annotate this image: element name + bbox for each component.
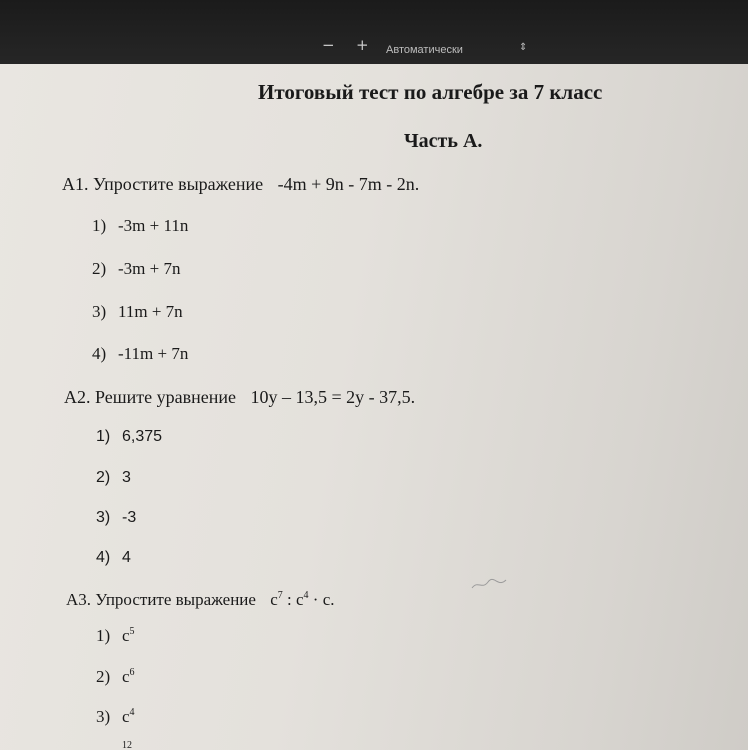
- expr-base: : c: [282, 590, 304, 609]
- option-exponent: 12: [122, 740, 132, 750]
- zoom-in-button[interactable]: [356, 36, 369, 54]
- option-exponent: 4: [129, 707, 135, 718]
- option-text: -3m + 11n: [118, 216, 189, 235]
- option-number: 3): [92, 302, 107, 321]
- answer-option: [96, 740, 132, 750]
- answer-option: [96, 707, 135, 727]
- option-exponent: 6: [129, 667, 135, 678]
- option-number: 2): [92, 259, 107, 278]
- answer-option: [96, 428, 162, 446]
- zoom-select[interactable]: Автоматически: [386, 44, 463, 56]
- expr-exponent: 4: [303, 590, 309, 601]
- question-expression: [270, 590, 334, 609]
- expr-base: c: [270, 590, 278, 609]
- option-text: -3m + 7n: [118, 259, 181, 278]
- answer-option: [92, 259, 180, 279]
- option-number: 1): [96, 428, 111, 445]
- option-text: -11m + 7n: [118, 344, 189, 363]
- minus-icon: −: [322, 36, 335, 54]
- option-number: 2): [96, 469, 111, 486]
- option-number: 4): [92, 344, 107, 363]
- answer-option: [92, 302, 183, 322]
- pencil-smudge-mark: [470, 574, 510, 594]
- answer-option: [96, 509, 136, 527]
- question-a2: [64, 387, 415, 408]
- pdf-toolbar: [0, 0, 748, 64]
- option-number: 1): [92, 216, 107, 235]
- zoom-out-button[interactable]: [322, 36, 335, 54]
- answer-option: [96, 667, 135, 687]
- option-text: 4: [122, 549, 131, 566]
- option-text: 3: [122, 469, 131, 486]
- answer-option: [92, 344, 188, 364]
- page-title: Итоговый тест по алгебре за 7 класс: [258, 80, 603, 104]
- option-text: 11m + 7n: [118, 302, 183, 321]
- answer-option: [96, 549, 131, 567]
- question-a3: [66, 590, 335, 610]
- question-expression: -4m + 9n - 7m - 2n.: [277, 174, 420, 194]
- answer-option: [96, 626, 135, 646]
- updown-arrow-icon[interactable]: ⇕: [519, 42, 528, 53]
- option-base: c: [122, 667, 130, 686]
- option-number: 3): [96, 707, 111, 726]
- question-label: А3. Упростите выражение: [66, 590, 256, 609]
- option-number: 4): [96, 549, 111, 566]
- question-expression: 10y – 13,5 = 2y - 37,5.: [250, 387, 416, 407]
- answer-option: [96, 469, 131, 487]
- question-label: А2. Решите уравнение: [64, 387, 236, 407]
- document-page: [0, 64, 748, 750]
- option-base: c: [122, 626, 130, 645]
- option-text: 6,375: [122, 428, 163, 445]
- option-number: 2): [96, 667, 111, 686]
- plus-icon: +: [356, 36, 369, 54]
- question-label: А1. Упростите выражение: [62, 174, 264, 194]
- option-number: 1): [96, 626, 111, 645]
- expr-tail: · c.: [308, 590, 335, 609]
- option-text: -3: [122, 509, 137, 526]
- expr-exponent: 7: [277, 590, 283, 601]
- option-exponent: 5: [129, 626, 135, 637]
- answer-option: [92, 216, 188, 236]
- question-a1: [62, 174, 419, 195]
- option-base: c: [122, 707, 130, 726]
- option-number: 3): [96, 509, 111, 526]
- section-heading: Часть А.: [404, 130, 483, 152]
